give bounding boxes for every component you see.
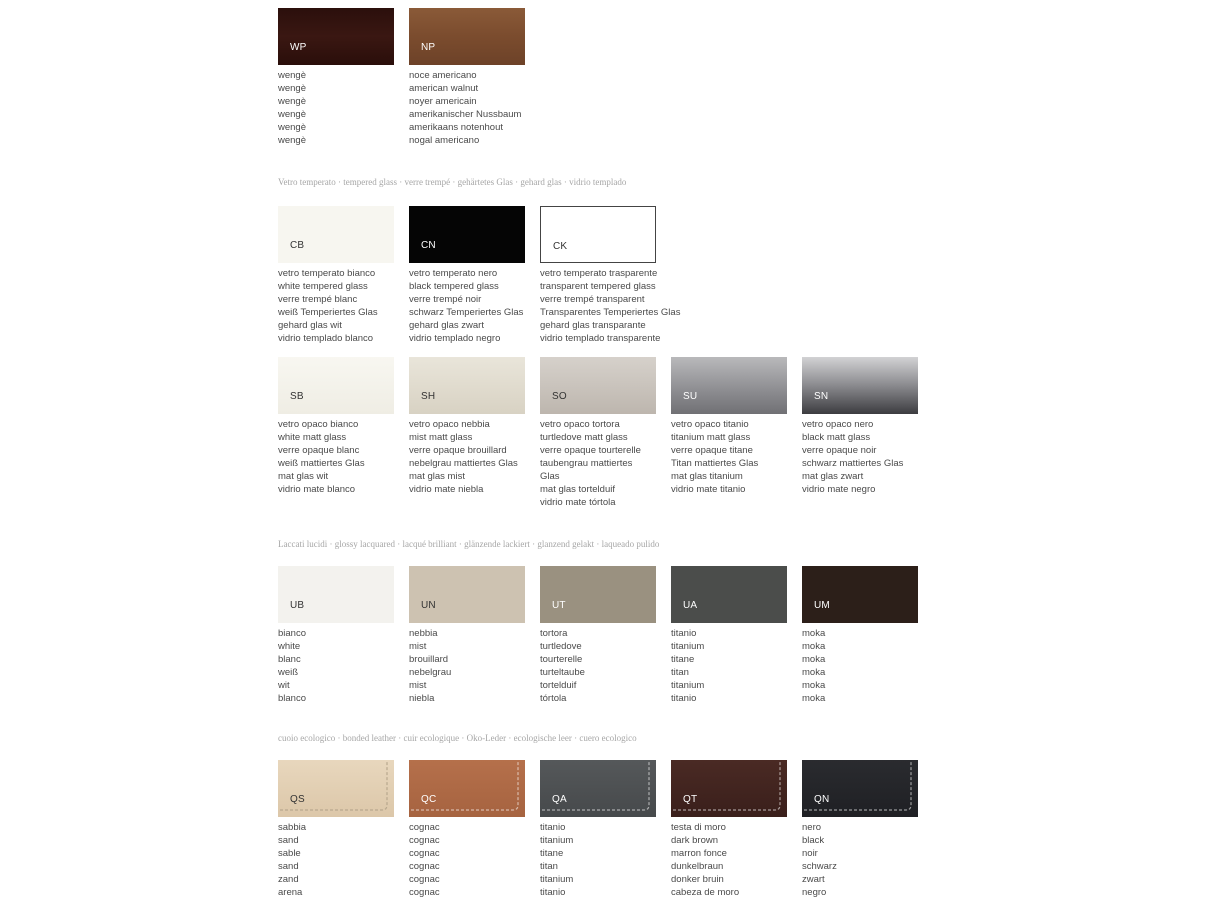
- swatch-label: vetro opaco nero: [802, 419, 874, 430]
- swatch-label: wengè: [278, 83, 306, 94]
- swatch-code: UA: [683, 600, 698, 611]
- swatch-code: QS: [290, 794, 305, 805]
- swatch-code: SN: [814, 391, 829, 402]
- finish-swatch-np: [409, 8, 525, 65]
- swatch-labels: [540, 627, 670, 705]
- swatch-label: vidrio mate niebla: [409, 484, 484, 495]
- swatch-label: amerikaans notenhout: [409, 122, 504, 133]
- swatch-labels: [278, 627, 408, 705]
- swatch-label: titanio: [671, 628, 697, 639]
- swatch-labels: [802, 627, 932, 705]
- swatch-code: SH: [421, 391, 436, 402]
- swatch-code: CN: [421, 240, 436, 251]
- swatch-label: nebelgrau mattiertes Glas: [409, 458, 518, 469]
- finish-swatch-ua: [671, 566, 787, 623]
- finish-swatch-qc: [409, 760, 525, 817]
- section-heading: cuoio ecologico · bonded leather · cuir ecologique · Oko-Leder · ecologische leer · cuero ecologico: [278, 733, 637, 743]
- swatch-labels: [278, 69, 408, 147]
- finish-swatch-qt: [671, 760, 787, 817]
- swatch-labels: [540, 821, 670, 899]
- swatch-label: mist matt glass: [409, 432, 473, 443]
- stitching-decoration: [540, 760, 656, 817]
- swatch-labels: [671, 627, 801, 705]
- stitching-decoration: [278, 760, 394, 817]
- swatch-label: mat glas titanium: [671, 471, 743, 482]
- swatch-label: verre trempé transparent: [540, 294, 645, 305]
- swatch-code: UB: [290, 600, 305, 611]
- swatch-labels: [409, 418, 539, 496]
- finish-swatch-so: [540, 357, 656, 414]
- swatch-label: gehard glas transparante: [540, 320, 646, 331]
- swatch-label: dark brown: [671, 835, 718, 846]
- swatch-label: verre opaque noir: [802, 445, 877, 456]
- swatch-label: verre opaque titane: [671, 445, 753, 456]
- finish-swatch-qa: [540, 760, 656, 817]
- finish-swatch-su: [671, 357, 787, 414]
- swatch-label: mat glas mist: [409, 471, 465, 482]
- swatch-label: white: [278, 641, 301, 652]
- swatch-label: vetro temperato trasparente: [540, 268, 658, 279]
- swatch-label: weiß: [278, 667, 299, 678]
- swatch-label: black tempered glass: [409, 281, 499, 292]
- swatch-code: UT: [552, 600, 566, 611]
- finish-swatch-um: [802, 566, 918, 623]
- swatch-label: cognac: [409, 822, 440, 833]
- swatch-label: dunkelbraun: [671, 861, 724, 872]
- swatch-label: moka: [802, 641, 826, 652]
- swatch-label: nebelgrau: [409, 667, 452, 678]
- swatch-label: cognac: [409, 848, 440, 859]
- swatch-label: titanium: [671, 680, 705, 691]
- swatch-label: moka: [802, 693, 826, 704]
- swatch-label: wengè: [278, 122, 306, 133]
- swatch-code: QC: [421, 794, 437, 805]
- finish-swatch-sb: [278, 357, 394, 414]
- finish-swatch-sn: [802, 357, 918, 414]
- swatch-labels: [802, 821, 932, 899]
- swatch-label: titanium matt glass: [671, 432, 751, 443]
- swatch-label: mist: [409, 641, 427, 652]
- swatch-label: zwart: [802, 874, 825, 885]
- swatch-label: mat glas tortelduif: [540, 484, 615, 495]
- swatch-label: vidrio templado negro: [409, 333, 501, 344]
- swatch-label: moka: [802, 654, 826, 665]
- swatch-label: gehard glas wit: [278, 320, 342, 331]
- swatch-label: wit: [278, 680, 290, 691]
- swatch-label: wengè: [278, 70, 306, 81]
- finish-swatch-ut: [540, 566, 656, 623]
- swatch-label: moka: [802, 680, 826, 691]
- section-heading: Vetro temperato · tempered glass · verre trempé · gehärtetes Glas · gehard glas · vidrio templado: [278, 177, 627, 187]
- swatch-label: titanium: [671, 641, 705, 652]
- swatch-label: bianco: [278, 628, 306, 639]
- finish-swatch-qn: [802, 760, 918, 817]
- swatch-label: verre opaque brouillard: [409, 445, 507, 456]
- swatch-label: weiß Temperiertes Glas: [278, 307, 378, 318]
- swatch-label: black matt glass: [802, 432, 871, 443]
- swatch-code: SU: [683, 391, 698, 402]
- swatch-label: turtledove matt glass: [540, 432, 628, 443]
- swatch-label: schwarz mattiertes Glas: [802, 458, 904, 469]
- swatch-label: tortora: [540, 628, 568, 639]
- swatch-label: titan: [540, 861, 558, 872]
- swatch-labels: [409, 267, 539, 345]
- swatch-label: titane: [671, 654, 695, 665]
- swatch-label: tórtola: [540, 693, 567, 704]
- swatch-label: vidrio mate titanio: [671, 484, 746, 495]
- swatch-code: QN: [814, 794, 830, 805]
- swatch-label: negro: [802, 887, 827, 898]
- swatch-label: american walnut: [409, 83, 479, 94]
- swatch-labels: [802, 418, 932, 496]
- swatch-label: vetro opaco nebbia: [409, 419, 490, 430]
- swatch-label: marron fonce: [671, 848, 727, 859]
- swatch-label: titanio: [540, 822, 566, 833]
- swatch-label: cognac: [409, 835, 440, 846]
- swatch-labels: [671, 418, 801, 496]
- swatch-label: black: [802, 835, 825, 846]
- swatch-label: sabbia: [278, 822, 306, 833]
- swatch-label: noce americano: [409, 70, 477, 81]
- swatch-label: sand: [278, 835, 299, 846]
- swatch-label: white matt glass: [278, 432, 347, 443]
- swatch-labels: [409, 69, 539, 147]
- swatch-label: gehard glas zwart: [409, 320, 484, 331]
- swatch-label: wengè: [278, 135, 306, 146]
- swatch-label: nero: [802, 822, 822, 833]
- swatch-labels: [278, 418, 408, 496]
- swatch-code: WP: [290, 42, 307, 53]
- swatch-label: vidrio mate tórtola: [540, 497, 616, 508]
- swatch-label: white tempered glass: [278, 281, 368, 292]
- swatch-label: sand: [278, 861, 299, 872]
- swatch-label: vetro temperato nero: [409, 268, 498, 279]
- swatch-label: sable: [278, 848, 301, 859]
- swatch-label: tourterelle: [540, 654, 583, 665]
- swatch-label: transparent tempered glass: [540, 281, 656, 292]
- swatch-label: verre trempé blanc: [278, 294, 358, 305]
- swatch-code: CB: [290, 240, 305, 251]
- swatch-label: weiß mattiertes Glas: [278, 458, 365, 469]
- swatch-label: verre trempé noir: [409, 294, 482, 305]
- stitching-decoration: [409, 760, 525, 817]
- swatch-label: noir: [802, 848, 818, 859]
- swatch-label: titanio: [671, 693, 697, 704]
- swatch-label: mat glas wit: [278, 471, 329, 482]
- finish-swatch-un: [409, 566, 525, 623]
- swatch-label: cognac: [409, 861, 440, 872]
- finish-swatch-cn: [409, 206, 525, 263]
- swatch-label: vetro opaco bianco: [278, 419, 359, 430]
- swatch-labels: [540, 267, 681, 345]
- swatch-label: mist: [409, 680, 427, 691]
- stitching-decoration: [802, 760, 918, 817]
- swatch-label: vetro opaco tortora: [540, 419, 620, 430]
- swatch-labels: [278, 821, 408, 899]
- swatch-label: nebbia: [409, 628, 438, 639]
- swatch-label: Transparentes Temperiertes Glas: [540, 307, 681, 318]
- swatch-label: titane: [540, 848, 564, 859]
- swatch-label: blanc: [278, 654, 301, 665]
- swatch-label: titanium: [540, 835, 574, 846]
- swatch-label: noyer americain: [409, 96, 477, 107]
- finish-swatch-wp: [278, 8, 394, 65]
- swatch-label: schwarz Temperiertes Glas: [409, 307, 524, 318]
- swatch-label: moka: [802, 667, 826, 678]
- swatch-label: schwarz: [802, 861, 837, 872]
- finish-swatch-cb: [278, 206, 394, 263]
- swatch-label: vidrio templado transparente: [540, 333, 661, 344]
- swatch-label: cabeza de moro: [671, 887, 740, 898]
- finish-swatch-ub: [278, 566, 394, 623]
- swatch-label: donker bruin: [671, 874, 724, 885]
- swatch-code: UN: [421, 600, 436, 611]
- swatch-label: arena: [278, 887, 303, 898]
- finish-swatch-ck: [540, 206, 656, 263]
- swatch-labels: [278, 267, 408, 345]
- swatch-label: titan: [671, 667, 689, 678]
- swatch-code: UM: [814, 600, 830, 611]
- swatch-labels: [409, 627, 539, 705]
- finish-swatch-qs: [278, 760, 394, 817]
- swatch-label: verre opaque tourterelle: [540, 445, 641, 456]
- swatch-label: turteltaube: [540, 667, 585, 678]
- swatch-label: niebla: [409, 693, 435, 704]
- swatch-label: zand: [278, 874, 299, 885]
- swatch-label: testa di moro: [671, 822, 726, 833]
- swatch-code: SO: [552, 391, 567, 402]
- swatch-label: taubengrau mattiertes Glas: [540, 458, 633, 482]
- finish-swatch-sh: [409, 357, 525, 414]
- swatch-label: vetro opaco titanio: [671, 419, 749, 430]
- swatch-label: moka: [802, 628, 826, 639]
- swatch-label: vidrio mate negro: [802, 484, 876, 495]
- swatch-label: tortelduif: [540, 680, 577, 691]
- swatch-code: CK: [553, 241, 568, 252]
- swatch-label: wengè: [278, 109, 306, 120]
- swatch-label: verre opaque blanc: [278, 445, 360, 456]
- swatch-label: brouillard: [409, 654, 449, 665]
- swatch-code: QT: [683, 794, 698, 805]
- swatch-code: NP: [421, 42, 436, 53]
- stitching-decoration: [671, 760, 787, 817]
- swatch-code: SB: [290, 391, 304, 402]
- swatch-label: mat glas zwart: [802, 471, 864, 482]
- swatch-code: QA: [552, 794, 567, 805]
- swatch-label: cognac: [409, 874, 440, 885]
- swatch-label: amerikanischer Nussbaum: [409, 109, 522, 120]
- swatch-labels: [671, 821, 801, 899]
- swatch-label: wengè: [278, 96, 306, 107]
- swatch-label: nogal americano: [409, 135, 480, 146]
- swatch-label: titanio: [540, 887, 566, 898]
- swatch-label: titanium: [540, 874, 574, 885]
- swatch-label: vetro temperato bianco: [278, 268, 376, 279]
- swatch-label: vidrio templado blanco: [278, 333, 374, 344]
- swatch-label: vidrio mate blanco: [278, 484, 356, 495]
- swatch-label: cognac: [409, 887, 440, 898]
- swatch-label: Titan mattiertes Glas: [671, 458, 759, 469]
- swatch-label: blanco: [278, 693, 306, 704]
- swatch-labels: [540, 418, 670, 509]
- section-heading: Laccati lucidi · glossy lacquared · lacqué brilliant · glänzende lackiert · glanzend gelakt · laqueado pulido: [278, 539, 660, 549]
- swatch-labels: [409, 821, 539, 899]
- swatch-label: turtledove: [540, 641, 582, 652]
